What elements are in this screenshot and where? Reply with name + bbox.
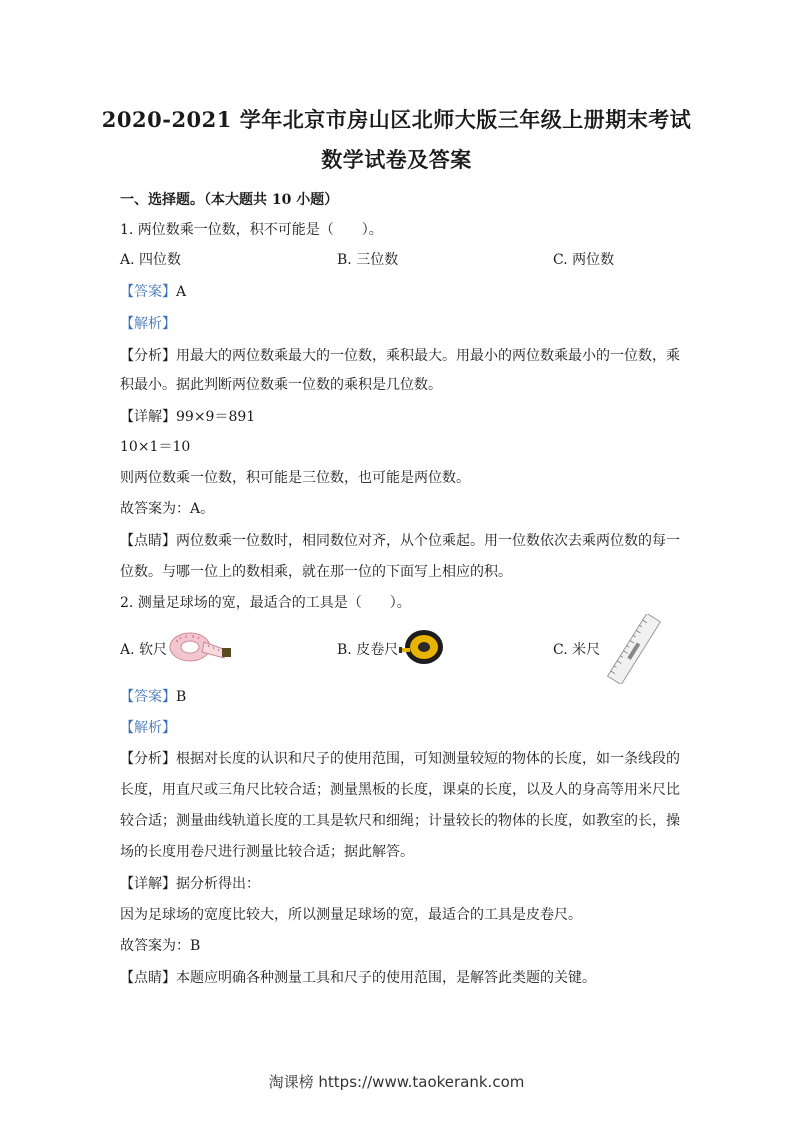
q2-fenxi-2: 长度，用直尺或三角尺比较合适；测量黑板的长度，课桌的长度，以及人的身高等用米尺比 — [120, 782, 680, 798]
q2-stem: 2. 测量足球场的宽，最适合的工具是（ ）。 — [120, 595, 411, 611]
q1-stem: 1. 两位数乘一位数，积不可能是（ ）。 — [120, 222, 383, 238]
q2-dianjing-text-1: 本题应明确各种测量工具和尺子的使用范围，是解答此类题的关键。 — [176, 970, 596, 986]
q2-fenxi-text-1: 根据对长度的认识和尺子的使用范围，可知测量较短的物体的长度，如一条线段的 — [176, 751, 680, 767]
q2-dianjing-tag: 【点睛】 — [120, 970, 176, 986]
q2-option-c: C. 米尺 — [553, 642, 601, 658]
q1-answer-value: A — [176, 284, 187, 300]
q2-option-b: B. 皮卷尺 — [337, 642, 399, 658]
footer-watermark: 淘课榜 https://www.taokerank.com — [268, 1073, 525, 1091]
q1-dianjing-2: 位数。与哪一位上的数相乘，就在那一位的下面写上相应的积。 — [120, 564, 512, 580]
q1-fenxi-tag: 【分析】 — [120, 348, 176, 364]
q2-detail-text-1: 据分析得出： — [176, 876, 260, 892]
q2-detail-1 — [120, 873, 260, 893]
section-heading: 一、选择题。（本大题共 10 小题） — [120, 192, 339, 208]
q2-answer-value: B — [176, 689, 187, 705]
q1-dianjing-tag: 【点睛】 — [120, 533, 176, 549]
q2-dianjing-1 — [120, 967, 596, 987]
q2-fenxi-tag: 【分析】 — [120, 751, 176, 767]
q1-dianjing-1 — [120, 530, 680, 550]
q2-detail-2: 因为足球场的宽度比较大，所以测量足球场的宽，最适合的工具是皮卷尺。 — [120, 907, 582, 923]
tape-measure-soft-image — [168, 630, 236, 668]
q1-detail-text-1: 99×9＝891 — [176, 409, 256, 425]
meter-ruler-image — [603, 614, 665, 688]
q1-detail-3: 则两位数乘一位数，积可能是三位数，也可能是两位数。 — [120, 470, 470, 486]
q2-answer — [120, 686, 186, 706]
q1-dianjing-text-1: 两位数乘一位数时，相同数位对齐，从个位乘起。用一位数依次去乘两位数的每一 — [176, 533, 680, 549]
q1-detail-4: 故答案为：A。 — [120, 501, 215, 517]
q2-option-a: A. 软尺 — [120, 642, 168, 658]
q1-option-a: A. 四位数 — [120, 252, 182, 268]
q2-detail-3: 故答案为：B — [120, 938, 201, 954]
title-line-1: 2020-2021 学年北京市房山区北师大版三年级上册期末考试 — [101, 107, 692, 132]
q1-answer-tag: 【答案】 — [120, 284, 176, 300]
tape-measure-roll-image — [398, 628, 446, 670]
q1-fenxi-1 — [120, 345, 680, 365]
q1-analysis-tag: 【解析】 — [120, 316, 176, 332]
q2-detail-tag: 【详解】 — [120, 876, 176, 892]
q1-option-c: C. 两位数 — [553, 252, 615, 268]
q1-detail-tag: 【详解】 — [120, 409, 176, 425]
q2-answer-tag: 【答案】 — [120, 689, 176, 705]
q1-detail-1 — [120, 406, 255, 426]
q2-fenxi-3: 较合适；测量曲线轨道长度的工具是软尺和细绳；计量较长的物体的长度，如教室的长，操 — [120, 813, 680, 829]
q2-fenxi-1 — [120, 748, 680, 768]
q1-detail-2: 10×1＝10 — [120, 439, 191, 455]
q1-answer — [120, 281, 186, 301]
q1-option-b: B. 三位数 — [337, 252, 399, 268]
q1-fenxi-text-1: 用最大的两位数乘最大的一位数，乘积最大。用最小的两位数乘最小的一位数，乘 — [176, 348, 680, 364]
q1-fenxi-2: 积最小。据此判断两位数乘一位数的乘积是几位数。 — [120, 377, 442, 393]
q2-fenxi-4: 场的长度用卷尺进行测量比较合适；据此解答。 — [120, 844, 414, 860]
q2-analysis-tag: 【解析】 — [120, 720, 176, 736]
title-line-2: 数学试卷及答案 — [321, 147, 472, 172]
